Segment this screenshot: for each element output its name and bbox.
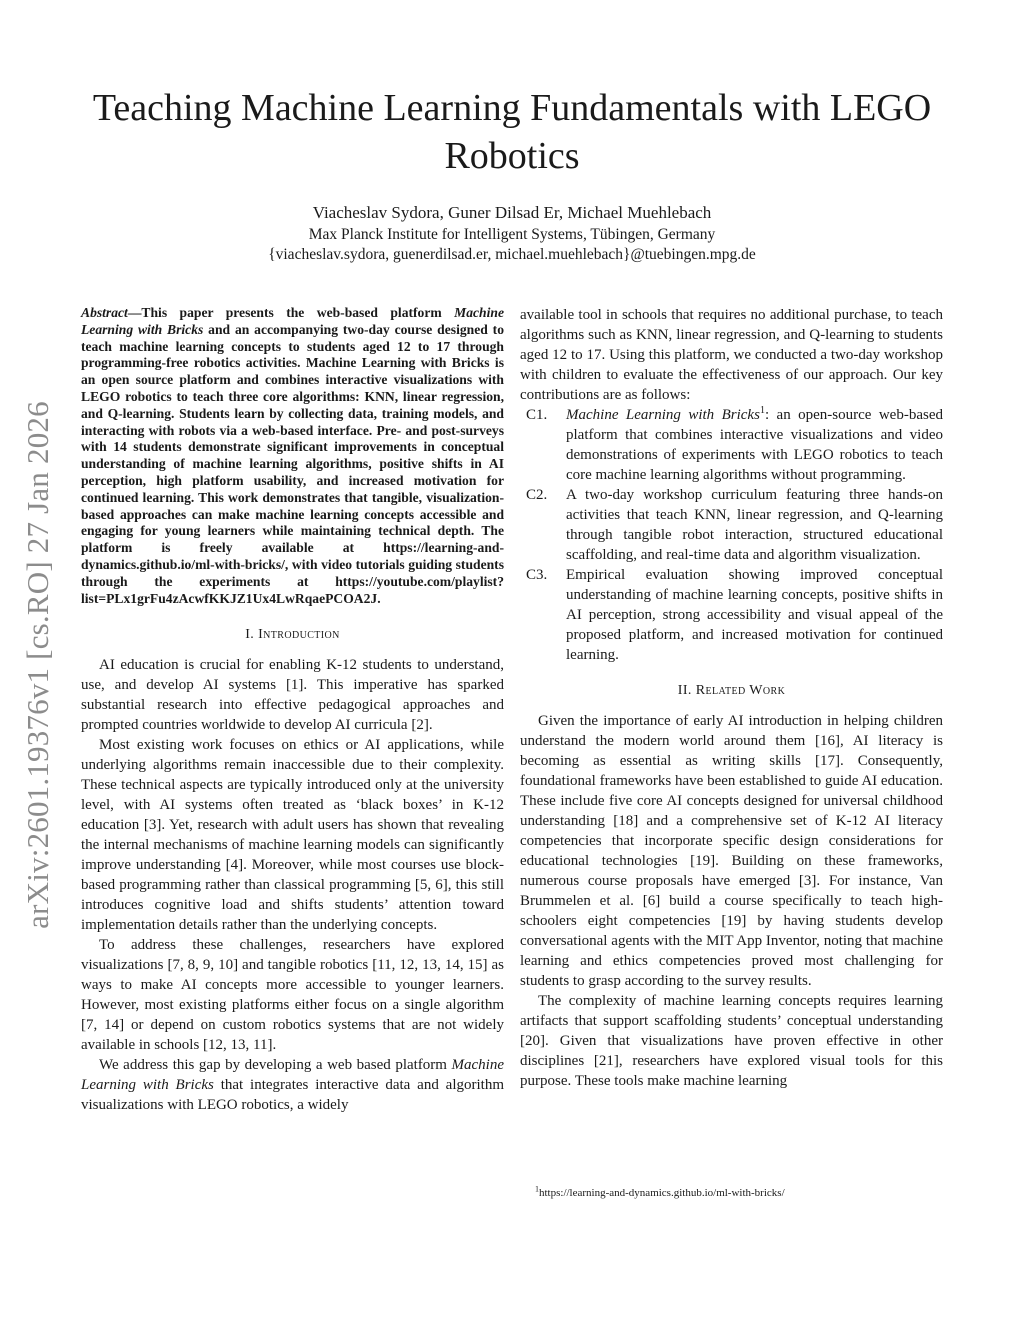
section-heading-related-work: II. Related Work	[677, 683, 786, 698]
abstract	[81, 305, 504, 607]
footnote	[535, 1186, 785, 1200]
contribution-item	[520, 565, 943, 665]
abstract-platform-name: Machine Learning with Bricks	[81, 305, 504, 337]
abstract-body: and an accompanying two-day course designed to teach machine learning concepts to students aged 12 to 17 through programming-free robotics activities. Machine Learning with Bricks is an open source platform and combines interactive visualizations with LEGO robotics to teach three core algorithms: KNN, linear regression, and Q-learning. Students learn by collecting data, training models, and interacting with robots via a web-based interface. Pre- and post-surveys with 14 students demonstrate significant improvements in conceptual understanding of machine learning algorithms, positive shifts in AI perception, high platform usability, and increased motivation for continued learning. This work demonstrates that tangible, visualization-based approaches can make machine learning concepts accessible and engaging for young learners while maintaining technical depth. The platform is freely available at https://learning-and-dynamics.github.io/ml-with-bricks/, with video tutorials guiding students through the experiments at https://youtube.com/playlist?list=PLx1grFu4zAcwfKKJZ1Ux4LwRqaePCOA2J.	[81, 321, 504, 606]
affiliation: Max Planck Institute for Intelligent Systems, Tübingen, Germany	[308, 226, 716, 243]
contribution-text: Empirical evaluation showing improved conceptual understanding of machine learning concepts, positive shifts in AI perception, strong accessibility and visual appeal of the proposed platform, and increased motivation for continued learning.	[566, 567, 943, 663]
intro-paragraph-2: Most existing work focuses on ethics or AI applications, while underlying algorithms remain inaccessible due to their complexity. These technical aspects are typically introduced only at the university level, with AI systems often treated as ‘black boxes’ in K-12 education [3]. Yet, research with adult users has shown that revealing the internal mechanisms of machine learning models can significantly improve understanding [4]. Moreover, while most courses use block-based programming rather than classical programming [5, 6], this still introduces cognitive load and shifts students’ attention toward implementation details rather than the underlying concepts.	[81, 737, 504, 934]
intro-p4-start: We address this gap by developing a web based platform	[99, 1057, 452, 1074]
footnote-number: 1	[535, 1184, 539, 1194]
contribution-platform-name: Machine Learning with Bricks	[566, 407, 760, 423]
contribution-item	[520, 405, 943, 485]
intro-paragraph-1: AI education is crucial for enabling K-12 students to understand, use, and develop AI systems [1]. This imperative has sparked substantial research into effective pedagogical approaches and prompted countries worldwide to develop AI curricula [2].	[81, 657, 504, 734]
contribution-body: : an open-source web-based platform that combines interactive visualizations and video demonstrations of experiments with LEGO robotics to teach core machine learning algorithms without programming.	[566, 407, 943, 483]
contribution-label: C2.	[526, 487, 548, 503]
left-column	[81, 305, 504, 1115]
arxiv-identifier: arXiv:2601.19376v1 [cs.RO] 27 Jan 2026	[20, 401, 55, 929]
intro-p4-platform-name: Machine Learning with Bricks	[81, 1057, 504, 1094]
section-heading-introduction: I. Introduction	[245, 627, 340, 643]
intro-paragraph-4	[81, 1055, 504, 1115]
contribution-label: C3.	[526, 567, 548, 583]
footnote-marker[interactable]: 1	[759, 405, 765, 416]
abstract-dash: —This paper presents the web-based platform	[127, 305, 455, 320]
contribution-text: A two-day workshop curriculum featuring three hands-on activities that teach KNN, linear regression, and Q-learning through tangible robot interaction, structured educational scaffolding, and real-time data and algorithm visualization.	[566, 487, 943, 563]
intro-p4-end: that integrates interactive data and algorithm visualizations with LEGO robotics, a widely	[81, 1077, 504, 1114]
paper-title: Teaching Machine Learning Fundamentals with LEGO Robotics	[92, 87, 932, 177]
related-work-paragraph-1: Given the importance of early AI introduction in helping children understand the modern world around them [16], AI literacy is becoming as essential as writing skills [17]. Consequently, foundational frameworks have been established to guide AI education. These include five core AI concepts designed for universal childhood understanding [18] and a comprehensive set of K-12 AI literacy competencies that incorporate specific design considerations for educational technologies [19]. Building on these frameworks, numerous course proposals have emerged [3]. For instance, Van Brummelen et al. [6] build a course specifically to teach high-schoolers eight competencies [19] by having students develop conversational agents with the MIT App Inventor, noting that machine learning and ethics competencies proved most challenging for students to grasp according to the survey results.	[520, 713, 943, 989]
contribution-text	[566, 405, 943, 485]
contribution-label: C1.	[526, 407, 548, 423]
abstract-lead: Abstract	[81, 305, 128, 320]
author-emails: {viacheslav.sydora, guenerdilsad.er, michael.muehlebach}@tuebingen.mpg.de	[268, 246, 756, 263]
intro-continuation: available tool in schools that requires no additional purchase, to teach algorithms such as KNN, linear regression, and Q-learning to students aged 12 to 17. Using this platform, we conducted a two-day workshop with children to evaluate the effectiveness of our approach. Our key contributions are as follows:	[520, 307, 943, 403]
arxiv-side-stamp	[16, 375, 60, 955]
author-list: Viacheslav Sydora, Guner Dilsad Er, Michael Muehlebach	[312, 203, 712, 222]
contribution-item	[520, 485, 943, 565]
related-work-paragraph-2: The complexity of machine learning concepts requires learning artifacts that support scaffolding students’ conceptual understanding [20]. Given that visualizations have proven effective in other disciplines [21], researchers have explored visual tools for this purpose. These tools make machine learning	[520, 993, 943, 1089]
intro-paragraph-3: To address these challenges, researchers have explored visualizations [7, 8, 9, 10] and tangible robotics [11, 12, 13, 14, 15] as ways to make AI concepts more accessible to younger learners. However, most existing platforms either focus on a single algorithm [7, 14] or depend on custom robotics systems that are not widely available in schools [12, 13, 11].	[81, 937, 504, 1054]
right-column	[520, 305, 943, 1091]
footnote-url[interactable]: https://learning-and-dynamics.github.io/ml-with-bricks/	[539, 1187, 785, 1199]
